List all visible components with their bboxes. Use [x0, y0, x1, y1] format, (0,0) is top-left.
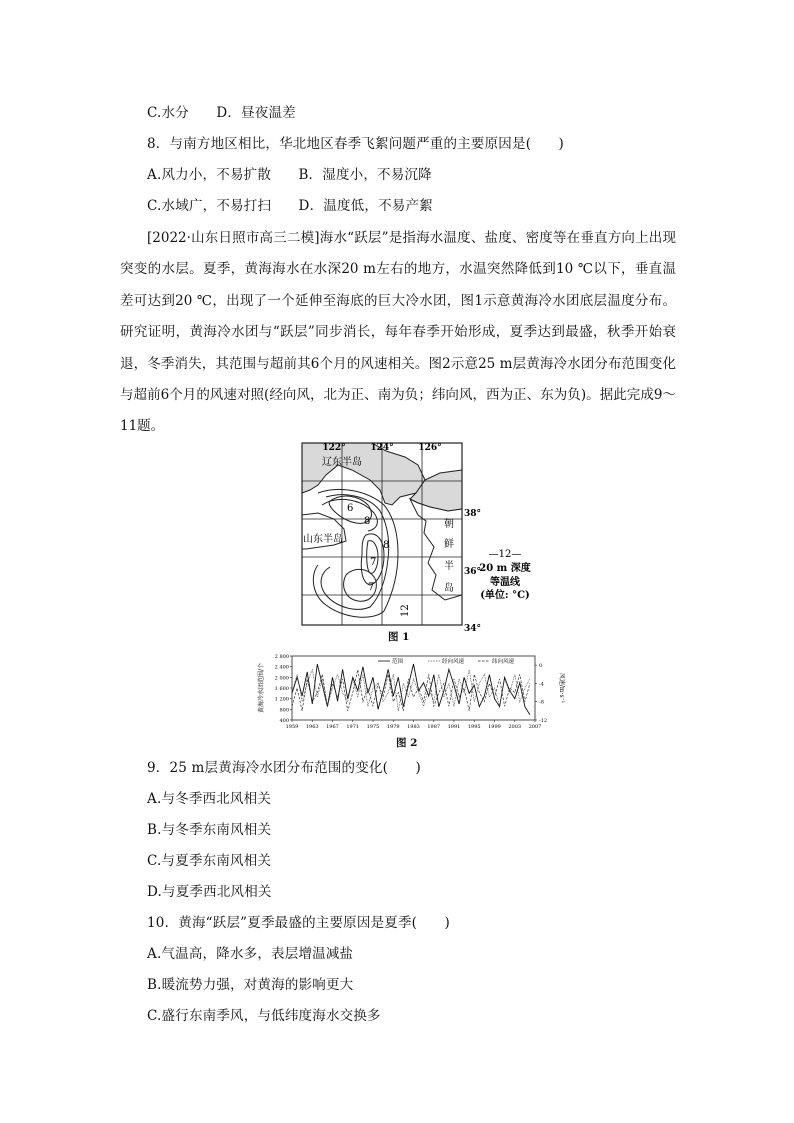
lat-36-label: 36° — [464, 567, 482, 577]
x-tick-label: 1971 — [346, 724, 360, 730]
iso-label-8a: 8 — [364, 516, 371, 527]
q8-options-cd: C.水域广，不易打扫 D．温度低，不易产絮 — [147, 198, 433, 214]
y-left-tick-label: 400 — [279, 718, 289, 724]
iso-label-6: 6 — [347, 503, 354, 514]
x-tick-label: 1975 — [366, 724, 380, 730]
figure-1-map — [0, 435, 794, 635]
x-tick-label: 2007 — [528, 724, 542, 730]
legend-label-0: 范围 — [392, 659, 404, 665]
series-line-0 — [292, 664, 530, 715]
q9-option-d: D.与夏季西北风相关 — [147, 884, 272, 900]
liaodong-land — [302, 443, 425, 505]
y-left-tick-label: 2 400 — [274, 664, 289, 671]
x-tick-label: 1967 — [326, 724, 339, 730]
y-left-tick-label: 2 800 — [274, 654, 289, 660]
q10-option-a: A.气温高，降水多，表层增温减盐 — [147, 946, 354, 962]
lon-126-label: 126° — [418, 443, 442, 453]
legend-line-3: (单位: °C) — [480, 590, 530, 601]
liaodong-label: 辽东半岛 — [322, 457, 362, 468]
chart-ticks — [275, 654, 547, 730]
y-right-tick-label: -8 — [539, 699, 544, 706]
legend-label-2: 纬向风速 — [492, 659, 515, 665]
q7-options-cd: C.水分 D．昼夜温差 — [147, 105, 296, 121]
isotherm-10 — [321, 495, 389, 610]
y-left-tick-label: 1 200 — [274, 696, 289, 703]
x-tick-label: 1995 — [467, 724, 481, 730]
x-tick-label: 2003 — [508, 724, 522, 730]
y-left-tick-label: 2 000 — [274, 675, 289, 682]
legend-label-1: 经向风速 — [442, 659, 465, 665]
x-tick-label: 1999 — [488, 724, 501, 730]
y-left-tick-label: 800 — [279, 707, 289, 714]
korea-label-2: 鲜 — [444, 539, 454, 550]
q10-option-c: C.盛行东南季风，与低纬度海水交换多 — [147, 1008, 381, 1024]
iso-label-8b: 8 — [383, 540, 390, 551]
lat-34-label: 34° — [464, 624, 482, 634]
lon-124-label: 124° — [370, 443, 394, 453]
q9-stem: 9．25 m层黄海冷水团分布范围的变化( ) — [147, 760, 421, 776]
korea-label-4: 岛 — [444, 583, 454, 594]
x-tick-label: 1963 — [305, 724, 319, 730]
iso-label-7b: 7 — [368, 582, 375, 593]
q9-option-c: C.与夏季东南风相关 — [147, 853, 272, 869]
lon-122-label: 122° — [322, 443, 346, 453]
q9-option-a: A.与冬季西北风相关 — [147, 791, 272, 807]
chart-y-left-label: 黄海冷水团范围/个 — [258, 662, 265, 714]
isotherm-12 — [313, 489, 398, 617]
korea-label-3: 半 — [444, 561, 454, 572]
q9-option-b: B.与冬季东南风相关 — [147, 822, 272, 838]
lat-38-label: 38° — [464, 509, 482, 519]
legend-line-2: 等温线 — [490, 577, 520, 588]
x-tick-label: 1991 — [447, 724, 461, 730]
legend-sample: —12— — [488, 549, 522, 560]
y-right-tick-label: -4 — [539, 681, 544, 688]
iso-label-12: 12 — [400, 604, 411, 617]
y-right-tick-label: -12 — [539, 718, 548, 724]
iso-label-7a: 7 — [370, 557, 377, 568]
x-tick-label: 1987 — [427, 724, 441, 730]
korea-label-1: 朝 — [444, 519, 454, 530]
korea-land — [410, 499, 462, 600]
x-tick-label: 1983 — [407, 724, 420, 730]
shandong-label: 山东半岛 — [303, 534, 343, 545]
q8-options-ab: A.风力小，不易扩散 B．湿度小，不易沉降 — [147, 167, 432, 183]
y-right-tick-label: 0 — [539, 663, 543, 670]
chart-series — [292, 664, 530, 715]
x-tick-label: 1979 — [386, 724, 400, 730]
legend-line-1: 20 m 深度 — [479, 563, 531, 574]
chart-legend — [378, 657, 515, 665]
y-left-tick-label: 1 600 — [274, 686, 289, 692]
q8-stem: 8．与南方地区相比，华北地区春季飞絮问题严重的主要原因是( ) — [147, 136, 565, 152]
x-tick-label: 1959 — [285, 724, 299, 730]
figure-2-caption: 图 2 — [396, 737, 418, 749]
passage: [2022·山东日照市高三二模]海水“跃层”是指海水温度、盐度、密度等在垂直方向上出现突变的水层。夏季，黄海海水在水深20 m左右的地方，水温突然降低到10 ℃以下，垂直温差可达到20 ℃，出现了一个延伸至海底的巨大冷水团，图1示意黄海冷水团底层温度分布。研究证明，黄海冷水团与“跃层”同步消长，每年春季开始形成，夏季达到最盛，秋季开始衰退，冬季消失，其范围与超前其6个月的风速相关。图2示意25 m层黄海冷水团分布范围变化与超前6个月的风速对照(经向风，北为正、南为负；纬向风，西为正、东为负)。据此完成9～11题。 — [120, 230, 676, 435]
chart-y-right-label: 风速/m·s⁻¹ — [558, 672, 565, 704]
figure-2-chart — [0, 652, 794, 742]
q10-stem: 10．黄海“跃层”夏季最盛的主要原因是夏季( ) — [147, 915, 451, 931]
q10-option-b: B.暖流势力强，对黄海的影响更大 — [147, 977, 354, 993]
figure-1-caption: 图 1 — [388, 631, 410, 643]
